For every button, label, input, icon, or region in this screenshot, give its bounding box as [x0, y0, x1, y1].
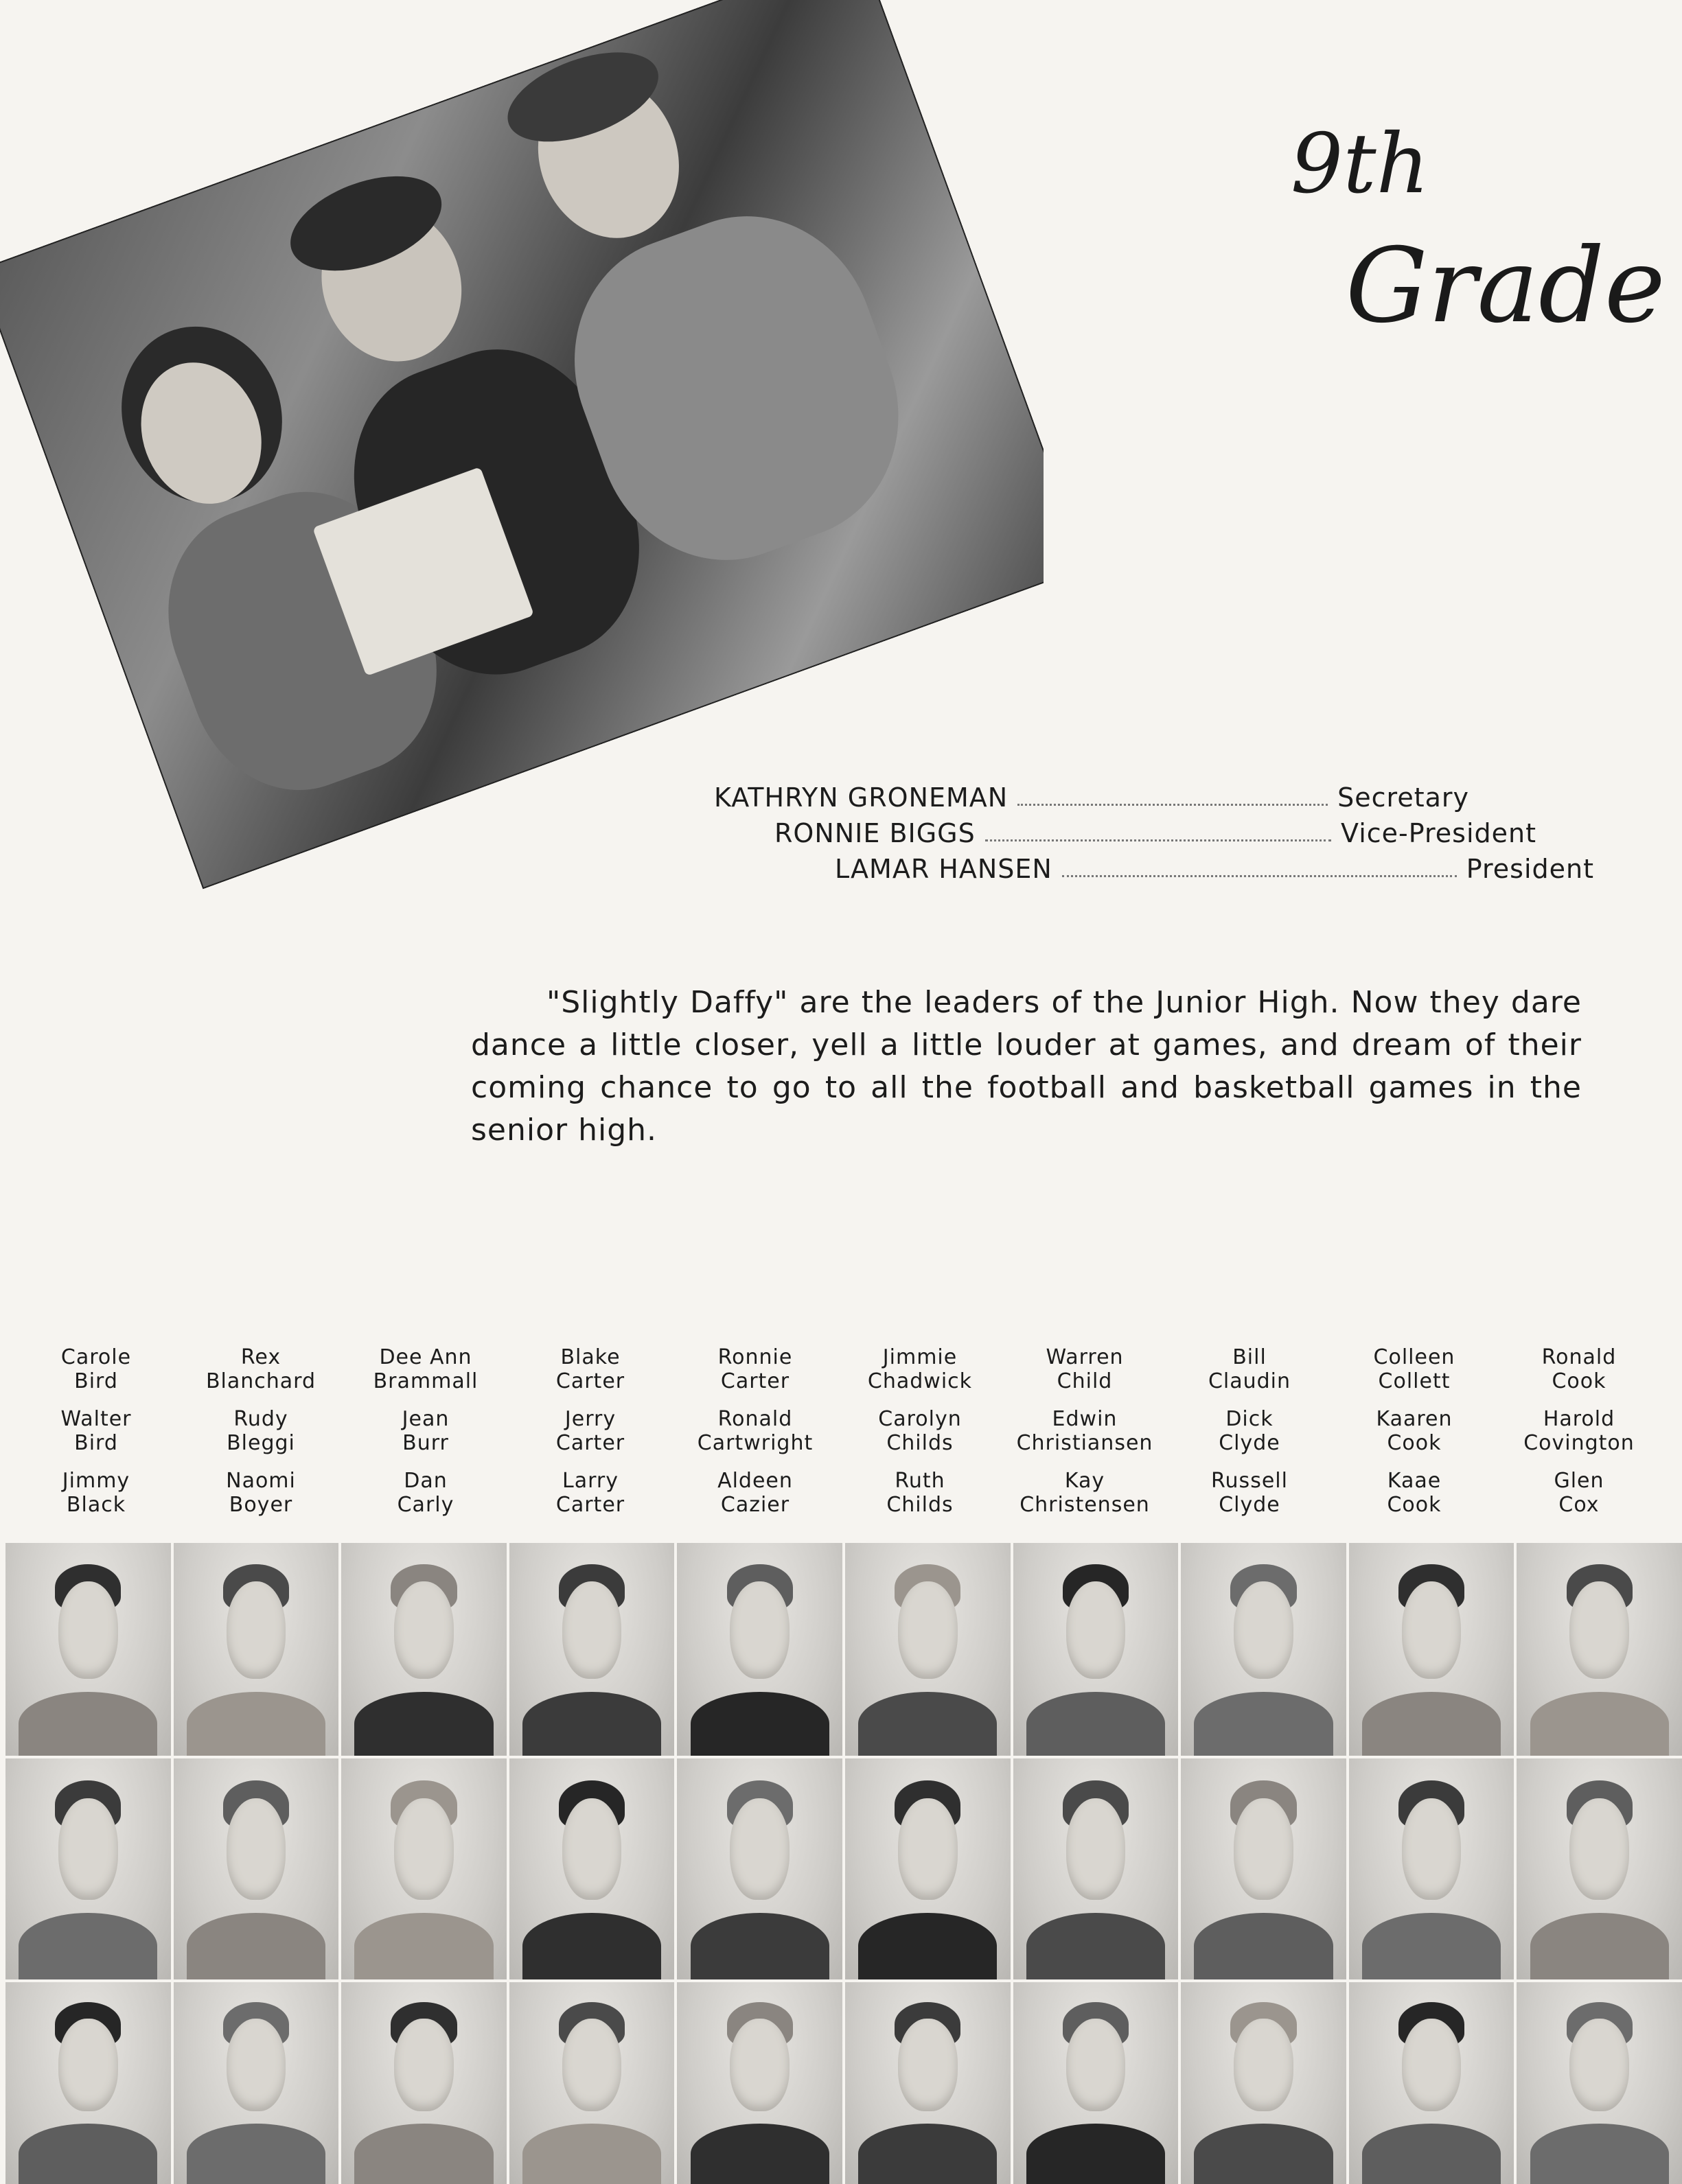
last-name: Carter — [720, 1369, 790, 1393]
portrait-face — [898, 1581, 958, 1680]
leader-dots — [1017, 804, 1328, 806]
student-name — [556, 1469, 625, 1517]
portrait-face — [58, 1798, 118, 1900]
last-name: Blanchard — [205, 1369, 316, 1393]
student-portrait — [1013, 1758, 1179, 1979]
first-name: Bill — [1232, 1345, 1267, 1369]
officer-name: KATHRYN GRONEMAN — [714, 782, 1009, 813]
student-portrait — [1517, 1758, 1682, 1979]
portrait-face — [394, 2019, 454, 2111]
caption-paragraph — [471, 981, 1582, 1152]
last-name: Childs — [886, 1493, 954, 1517]
portrait-clothing — [1026, 2124, 1165, 2184]
officer-row — [835, 850, 1594, 884]
student-name — [1208, 1345, 1291, 1393]
portrait-clothing — [1530, 1913, 1669, 1979]
student-name — [62, 1469, 130, 1517]
roster-column — [1497, 1345, 1661, 1531]
last-name: Christiansen — [1016, 1431, 1153, 1455]
last-name: Covington — [1523, 1431, 1635, 1455]
student-portrait — [5, 1543, 171, 1756]
portrait-clothing — [19, 1913, 157, 1979]
student-portrait — [845, 1543, 1011, 1756]
student-name — [1017, 1407, 1153, 1455]
roster-column — [838, 1345, 1002, 1531]
portrait-face — [898, 2019, 958, 2111]
portrait-face — [394, 1581, 454, 1680]
portrait-clothing — [858, 1692, 997, 1756]
first-name: Glen — [1554, 1469, 1604, 1493]
student-portrait — [1181, 1758, 1346, 1979]
roster-column — [1332, 1345, 1497, 1531]
student-name — [1387, 1469, 1441, 1517]
portrait-clothing — [187, 2124, 325, 2184]
first-name: Carolyn — [878, 1407, 962, 1431]
portrait-clothing — [858, 2124, 997, 2184]
student-name — [1374, 1345, 1455, 1393]
last-name: Bleggi — [227, 1431, 295, 1455]
student-name — [1554, 1469, 1604, 1517]
first-name: Warren — [1046, 1345, 1124, 1369]
student-portrait — [1517, 1543, 1682, 1756]
portrait-clothing — [1362, 1692, 1501, 1756]
portrait-face — [58, 1581, 118, 1680]
last-name: Claudin — [1208, 1369, 1291, 1393]
portrait-face — [227, 1798, 286, 1900]
student-portrait — [1517, 1982, 1682, 2184]
officer-name: RONNIE BIGGS — [774, 818, 976, 848]
student-name — [1219, 1407, 1280, 1455]
portrait-clothing — [354, 2124, 493, 2184]
title-grade: Grade — [1346, 226, 1666, 346]
last-name: Carly — [397, 1493, 454, 1517]
leader-dots — [985, 839, 1331, 841]
portrait-clothing — [522, 1913, 661, 1979]
last-name: Cook — [1387, 1493, 1442, 1517]
student-name — [60, 1407, 131, 1455]
last-name: Carter — [555, 1431, 625, 1455]
portrait-face — [1569, 2019, 1629, 2111]
first-name: Ronald — [1541, 1345, 1617, 1369]
portrait-clothing — [1026, 1692, 1165, 1756]
first-name: Blake — [560, 1345, 621, 1369]
roster-column — [343, 1345, 508, 1531]
portrait-clothing — [19, 1692, 157, 1756]
first-name: Edwin — [1052, 1407, 1118, 1431]
group-photo — [0, 0, 1044, 889]
portrait-face — [730, 1581, 790, 1680]
first-name: Kaae — [1387, 1469, 1442, 1493]
student-name — [1019, 1469, 1150, 1517]
officer-role: Secretary — [1337, 782, 1469, 813]
student-portrait — [1181, 1543, 1346, 1756]
officer-row — [774, 814, 1536, 848]
first-name: Kay — [1064, 1469, 1105, 1493]
last-name: Collett — [1378, 1369, 1451, 1393]
portrait-clothing — [187, 1692, 325, 1756]
last-name: Christensen — [1019, 1493, 1150, 1517]
portrait-clothing — [691, 1913, 829, 1979]
student-name — [226, 1469, 296, 1517]
last-name: Bird — [74, 1431, 118, 1455]
first-name: Walter — [60, 1407, 132, 1431]
student-name — [398, 1469, 454, 1517]
leader-dots — [1062, 875, 1457, 877]
first-name: Ronald — [717, 1407, 793, 1431]
student-name — [1542, 1345, 1617, 1393]
first-name: Harold — [1543, 1407, 1615, 1431]
first-name: Dick — [1225, 1407, 1274, 1431]
student-name — [206, 1345, 316, 1393]
last-name: Burr — [402, 1431, 449, 1455]
student-portrait — [509, 1982, 675, 2184]
portrait-face — [227, 1581, 286, 1680]
student-portrait — [1013, 1982, 1179, 2184]
student-name — [698, 1407, 813, 1455]
officer-row — [714, 778, 1469, 813]
student-portrait — [845, 1982, 1011, 2184]
student-name — [868, 1345, 972, 1393]
first-name: Rex — [240, 1345, 281, 1369]
title-9th: 9th — [1291, 117, 1429, 212]
portrait-clothing — [1530, 1692, 1669, 1756]
portrait-clothing — [1530, 2124, 1669, 2184]
student-portrait — [1349, 1543, 1514, 1756]
portrait-clothing — [354, 1913, 493, 1979]
portrait-face — [227, 2019, 286, 2111]
student-portrait — [1349, 1982, 1514, 2184]
portrait-face — [730, 2019, 790, 2111]
portrait-clothing — [1026, 1913, 1165, 1979]
student-name — [61, 1345, 131, 1393]
portrait-clothing — [691, 2124, 829, 2184]
student-portrait — [1181, 1982, 1346, 2184]
student-portrait — [341, 1543, 507, 1756]
last-name: Chadwick — [867, 1369, 973, 1393]
portrait-clothing — [691, 1692, 829, 1756]
roster-column — [1167, 1345, 1332, 1531]
last-name: Child — [1057, 1369, 1113, 1393]
portrait-face — [58, 2019, 118, 2111]
last-name: Cartwright — [697, 1431, 814, 1455]
last-name: Carter — [555, 1369, 625, 1393]
first-name: Carole — [60, 1345, 132, 1369]
last-name: Boyer — [229, 1493, 293, 1517]
portrait-face — [1234, 2019, 1293, 2111]
portrait-clothing — [1194, 2124, 1333, 2184]
student-name — [1523, 1407, 1635, 1455]
student-portrait — [174, 1758, 339, 1979]
portrait-face — [562, 2019, 622, 2111]
first-name: Jimmy — [62, 1469, 130, 1493]
student-portrait — [677, 1982, 842, 2184]
last-name: Brammall — [373, 1369, 479, 1393]
student-name — [227, 1407, 295, 1455]
student-portrait — [1349, 1758, 1514, 1979]
roster-column — [508, 1345, 673, 1531]
first-name: Naomi — [226, 1469, 296, 1493]
student-portrait — [341, 1982, 507, 2184]
first-name: Dan — [404, 1469, 448, 1493]
student-name — [1046, 1345, 1123, 1393]
portrait-clothing — [522, 1692, 661, 1756]
portrait-face — [1234, 1798, 1293, 1900]
portrait-face — [1569, 1798, 1629, 1900]
portrait-face — [1066, 2019, 1126, 2111]
first-name: Russell — [1211, 1469, 1288, 1493]
officer-role: President — [1466, 854, 1594, 884]
portrait-clothing — [1362, 2124, 1501, 2184]
last-name: Childs — [886, 1431, 954, 1455]
student-portrait — [845, 1758, 1011, 1979]
portrait-face — [562, 1798, 622, 1900]
portrait-face — [898, 1798, 958, 1900]
student-name — [718, 1345, 793, 1393]
portrait-clothing — [1194, 1913, 1333, 1979]
portrait-clothing — [1194, 1692, 1333, 1756]
portrait-clothing — [354, 1692, 493, 1756]
student-name — [556, 1407, 625, 1455]
first-name: Aldeen — [717, 1469, 793, 1493]
first-name: Ruth — [895, 1469, 945, 1493]
officer-role: Vice-President — [1341, 818, 1536, 848]
roster-names — [0, 1345, 1682, 1524]
portrait-grid — [5, 1543, 1682, 2179]
portrait-clothing — [522, 2124, 661, 2184]
student-name — [373, 1345, 479, 1393]
roster-column — [1002, 1345, 1167, 1531]
officer-name: LAMAR HANSEN — [835, 854, 1052, 884]
first-name: Dee Ann — [379, 1345, 472, 1369]
roster-column — [14, 1345, 178, 1531]
student-name — [556, 1345, 625, 1393]
portrait-face — [730, 1798, 790, 1900]
caption-text: "Slightly Daffy" are the leaders of the Junior High. Now they dare dance a little closer, yell a little louder at games, and dream of their coming chance to go to all the football and basketball games in the senior high. — [471, 985, 1582, 1148]
student-name — [402, 1407, 450, 1455]
student-name — [886, 1469, 953, 1517]
first-name: Kaaren — [1376, 1407, 1453, 1431]
last-name: Clyde — [1219, 1431, 1280, 1455]
last-name: Carter — [555, 1493, 625, 1517]
student-name — [1211, 1469, 1288, 1517]
student-portrait — [509, 1758, 675, 1979]
first-name: Ronnie — [717, 1345, 793, 1369]
student-portrait — [5, 1758, 171, 1979]
student-name — [1376, 1407, 1452, 1455]
student-portrait — [677, 1543, 842, 1756]
student-portrait — [509, 1543, 675, 1756]
portrait-clothing — [1362, 1913, 1501, 1979]
student-portrait — [341, 1758, 507, 1979]
last-name: Bird — [74, 1369, 118, 1393]
student-portrait — [174, 1543, 339, 1756]
roster-column — [673, 1345, 838, 1531]
portrait-face — [1569, 1581, 1629, 1680]
student-portrait — [1013, 1543, 1179, 1756]
portrait-clothing — [19, 2124, 157, 2184]
last-name: Clyde — [1219, 1493, 1280, 1517]
first-name: Colleen — [1373, 1345, 1455, 1369]
student-name — [878, 1407, 961, 1455]
group-photo-frame — [0, 0, 1044, 913]
portrait-face — [1402, 2019, 1462, 2111]
portrait-face — [1066, 1798, 1126, 1900]
first-name: Jean — [402, 1407, 450, 1431]
student-name — [717, 1469, 793, 1517]
student-portrait — [677, 1758, 842, 1979]
portrait-face — [1234, 1581, 1293, 1680]
portrait-clothing — [187, 1913, 325, 1979]
last-name: Cook — [1552, 1369, 1606, 1393]
student-portrait — [5, 1982, 171, 2184]
last-name: Black — [66, 1493, 126, 1517]
portrait-face — [394, 1798, 454, 1900]
portrait-clothing — [858, 1913, 997, 1979]
last-name: Cox — [1558, 1493, 1600, 1517]
last-name: Cazier — [720, 1493, 790, 1517]
portrait-face — [562, 1581, 622, 1680]
portrait-face — [1402, 1581, 1462, 1680]
first-name: Jerry — [564, 1407, 617, 1431]
roster-column — [178, 1345, 343, 1531]
first-name: Larry — [562, 1469, 619, 1493]
portrait-face — [1402, 1798, 1462, 1900]
last-name: Cook — [1387, 1431, 1442, 1455]
portrait-face — [1066, 1581, 1126, 1680]
first-name: Jimmie — [882, 1345, 958, 1369]
student-portrait — [174, 1982, 339, 2184]
first-name: Rudy — [233, 1407, 288, 1431]
